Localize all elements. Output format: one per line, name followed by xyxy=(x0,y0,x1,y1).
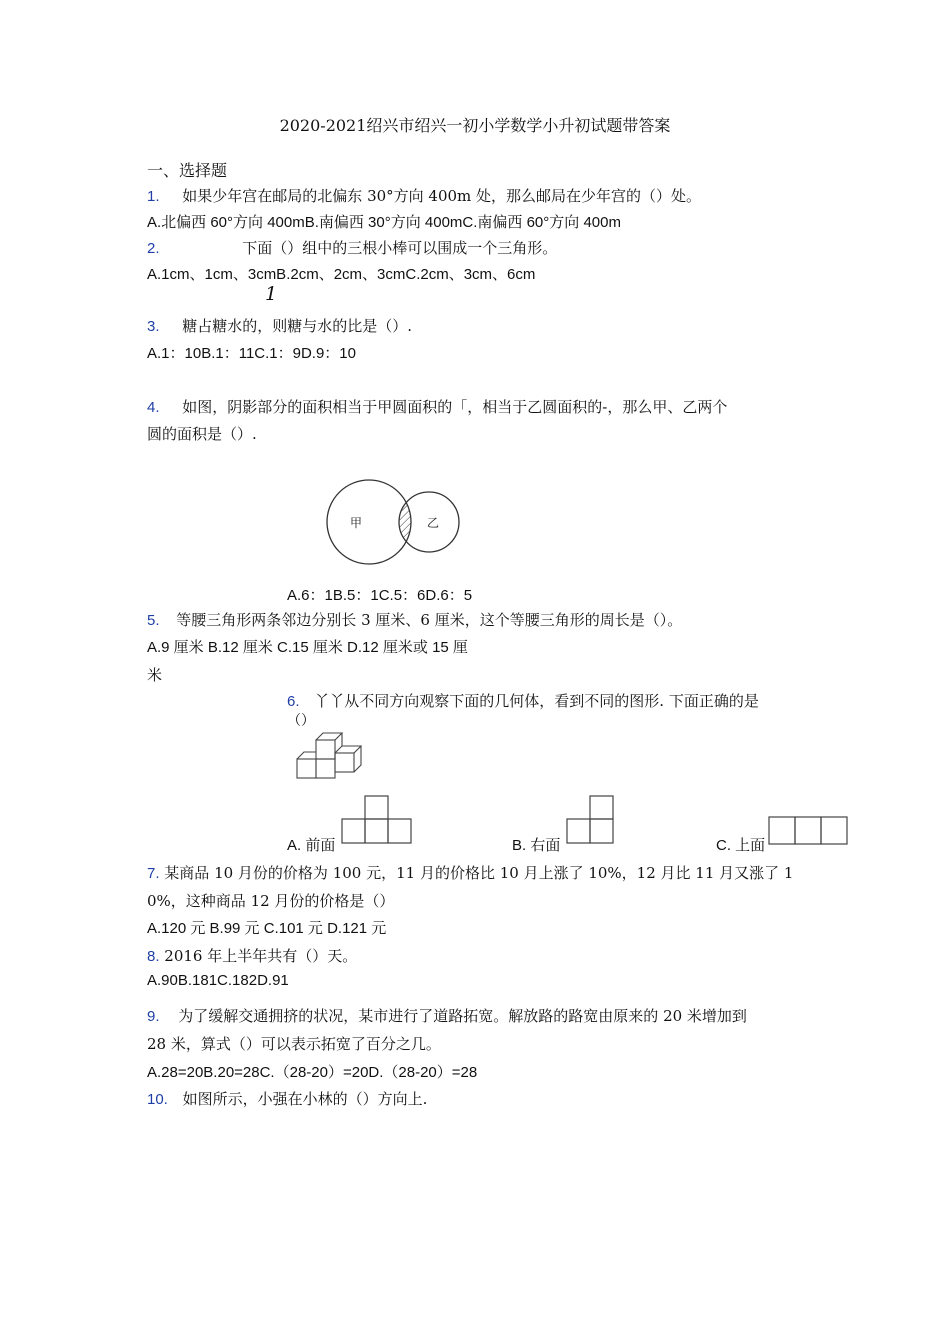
question-text: 如图，阴影部分的面积相当于甲圆面积的「，相当于乙圆面积的-，那么甲、乙两个 xyxy=(182,398,728,416)
question-text: 某商品 10 月份的价格为 100 元，11 月的价格比 10 月上涨了 10%，12 月比 11 月又涨了 1 xyxy=(164,864,794,882)
question-number: 3. xyxy=(147,318,160,335)
question-text: 如果少年宫在邮局的北偏东 30°方向 400m 处，那么邮局在少年宫的（）处。 xyxy=(182,187,702,205)
top-view-grid xyxy=(768,816,848,846)
question-text: 为了缓解交通拥挤的状况，某市进行了道路拓宽。解放路的路宽由原来的 20 米增加到 xyxy=(178,1007,747,1025)
question-number: 8. xyxy=(147,948,160,965)
question-7 xyxy=(147,862,793,883)
question-5-options-cont: 米 xyxy=(147,667,163,684)
question-4 xyxy=(147,396,727,417)
question-number: 7. xyxy=(147,865,160,882)
question-1-options: A.北偏西 60°方向 400mB.南偏西 30°方向 400mC.南偏西 60°方向 400m xyxy=(147,214,621,231)
question-4-options: A.6：1B.5：1C.5：6D.6：5 xyxy=(287,587,473,604)
option-b-right-view: B. 右面 xyxy=(512,837,561,854)
question-text: 等腰三角形两条邻边分别长 3 厘米、6 厘米，这个等腰三角形的周长是（）。 xyxy=(176,611,683,629)
circle-a-label: 甲 xyxy=(350,516,363,530)
question-6 xyxy=(287,690,759,711)
question-number: 9. xyxy=(147,1008,160,1025)
question-text: 下面（）组中的三根小棒可以围成一个三角形。 xyxy=(242,239,558,257)
question-6-text-cont: （） xyxy=(287,713,315,729)
question-10 xyxy=(147,1088,427,1109)
question-9 xyxy=(147,1005,747,1026)
question-5 xyxy=(147,609,682,630)
right-view-grid xyxy=(566,795,616,845)
question-number: 6. xyxy=(287,693,300,710)
question-number: 1. xyxy=(147,188,160,205)
option-a-front-view: A. 前面 xyxy=(287,837,336,854)
question-number: 10. xyxy=(147,1091,168,1108)
question-3 xyxy=(147,315,412,336)
question-2 xyxy=(147,237,557,258)
venn-circles-figure xyxy=(320,472,465,572)
front-view-grid xyxy=(341,795,413,845)
cube-solid-figure xyxy=(296,733,370,781)
question-7-text-cont: 0%，这种商品 12 月份的价格是（） xyxy=(147,892,395,910)
question-number: 5. xyxy=(147,612,160,629)
question-text: 丫丫从不同方向观察下面的几何体，看到不同的图形. 下面正确的是 xyxy=(314,692,759,710)
question-2-options: A.1cm、1cm、3cmB.2cm、2cm、3cmC.2cm、3cm、6cm xyxy=(147,266,536,283)
question-text: 糖占糖水的，则糖与水的比是（）. xyxy=(182,317,413,335)
stray-fraction-numerator: 1 xyxy=(265,283,278,305)
question-9-options: A.28=20B.20=28C.（28-20）=20D.（28-20）=28 xyxy=(147,1064,478,1081)
question-3-options: A.1：10B.1：11C.1：9D.9：10 xyxy=(147,345,356,362)
question-7-options: A.120 元 B.99 元 C.101 元 D.121 元 xyxy=(147,920,387,937)
question-text: 如图所示，小强在小林的（）方向上. xyxy=(182,1090,428,1108)
circle-b-label: 乙 xyxy=(427,516,440,530)
question-1 xyxy=(147,185,701,206)
question-8 xyxy=(147,945,357,966)
question-number: 4. xyxy=(147,399,160,416)
question-8-options: A.90B.181C.182D.91 xyxy=(147,972,289,989)
question-number: 2. xyxy=(147,240,160,257)
question-4-text-cont: 圆的面积是（）. xyxy=(147,425,257,443)
document-title: 2020-2021绍兴市绍兴一初小学数学小升初试题带答案 xyxy=(279,116,671,135)
question-text: 2016 年上半年共有（）天。 xyxy=(164,947,358,965)
question-9-text-cont: 28 米，算式（）可以表示拓宽了百分之几。 xyxy=(147,1035,441,1053)
section-heading: 一、选择题 xyxy=(147,161,228,180)
question-5-options: A.9 厘米 B.12 厘米 C.15 厘米 D.12 厘米或 15 厘 xyxy=(147,639,468,656)
option-c-top-view: C. 上面 xyxy=(716,837,766,854)
